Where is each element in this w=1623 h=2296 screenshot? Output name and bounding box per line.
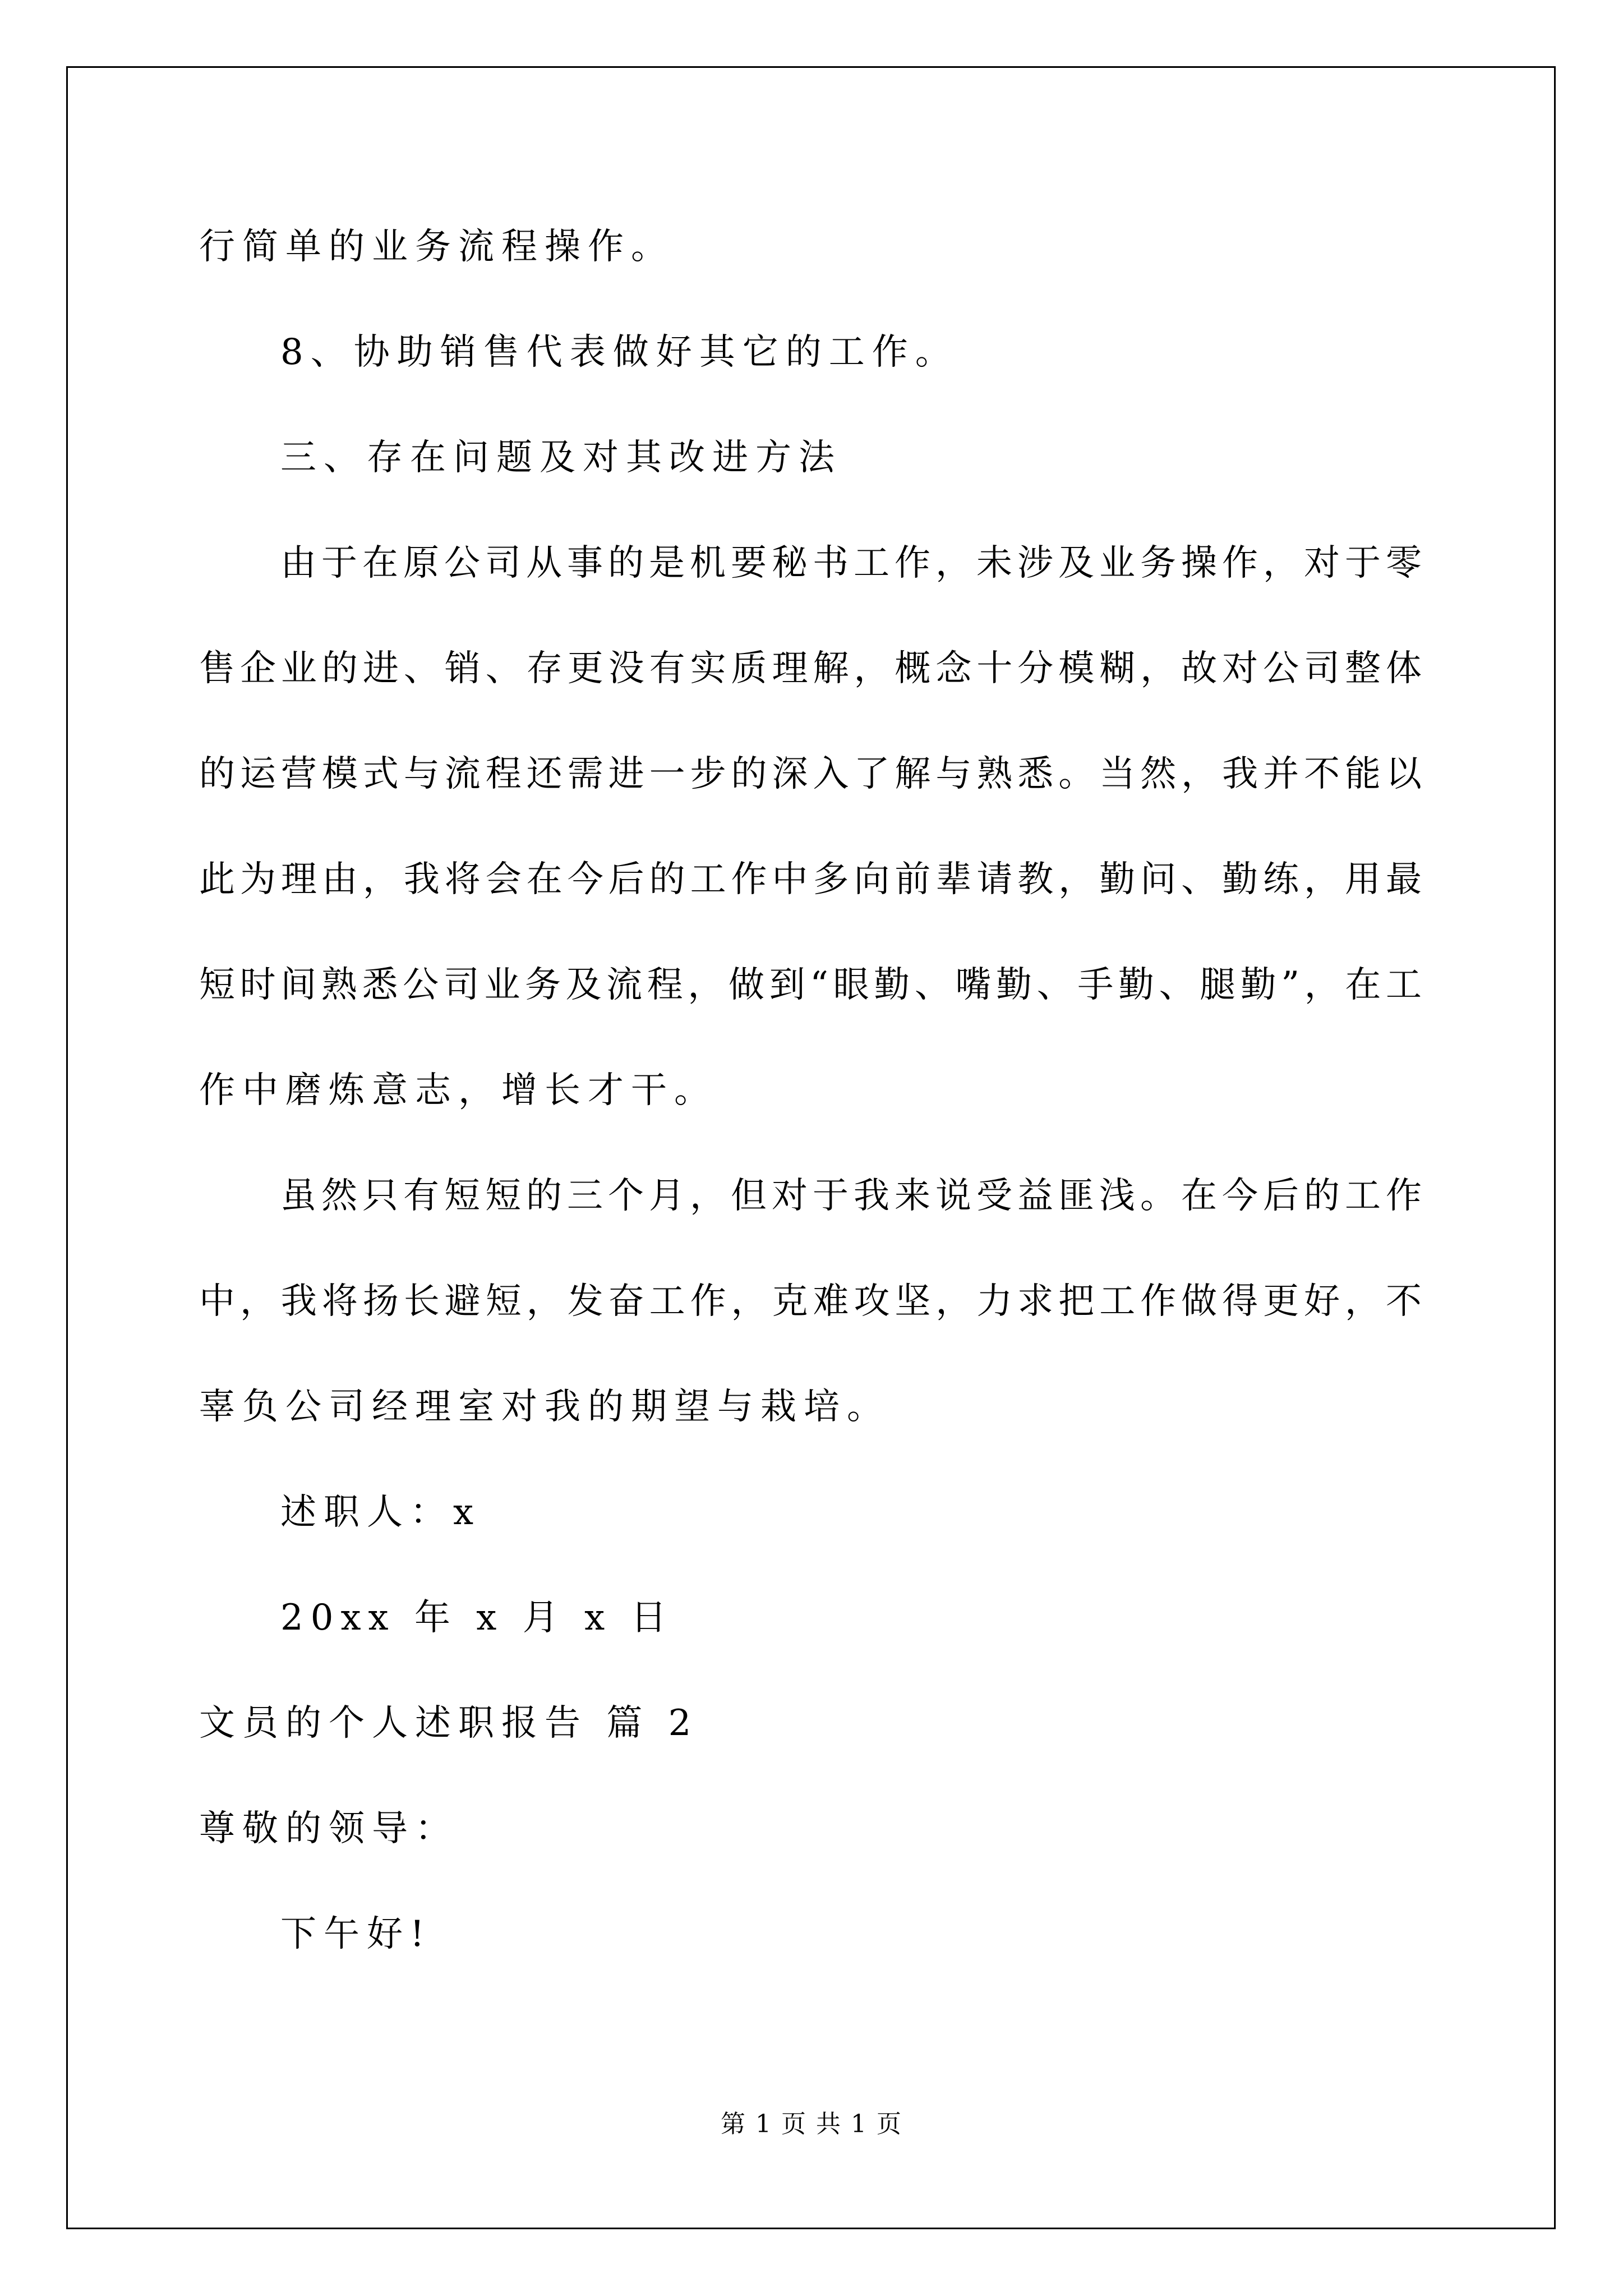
signatory-line: 述职人：x [280, 1492, 481, 1533]
greeting-line: 下午好! [280, 1913, 432, 1955]
text-line-2: 8、协助销售代表做好其它的工作。 [280, 332, 958, 373]
paragraph-line: 售企业的进、销、存更没有实质理解，概念十分模糊，故对公司整体 [199, 648, 1422, 689]
date-line: 20xx 年 x 月 x 日 [280, 1597, 674, 1639]
paragraph-line: 辜负公司经理室对我的期望与栽培。 [199, 1386, 890, 1428]
paragraph-line: 的运营模式与流程还需进一步的深入了解与熟悉。当然，我并不能以 [199, 753, 1422, 795]
text-line-1: 行简单的业务流程操作。 [199, 226, 674, 268]
salutation-line: 尊敬的领导： [199, 1808, 458, 1849]
paragraph-line: 此为理由，我将会在今后的工作中多向前辈请教，勤问、勤练，用最 [199, 859, 1422, 900]
paragraph-line: 虽然只有短短的三个月，但对于我来说受益匪浅。在今后的工作 [280, 1175, 1422, 1217]
page-footer: 第 1 页 共 1 页 [721, 2110, 902, 2138]
paragraph-line: 作中磨炼意志，增长才干。 [199, 1070, 717, 1111]
paragraph-line: 中，我将扬长避短，发奋工作，克难攻坚，力求把工作做得更好，不 [199, 1281, 1422, 1322]
paragraph-line: 由于在原公司从事的是机要秘书工作，未涉及业务操作，对于零 [280, 542, 1422, 584]
section-heading-3: 三、存在问题及对其改进方法 [280, 437, 842, 478]
document-title: 文员的个人述职报告 篇 2 [199, 1703, 699, 1744]
paragraph-line: 短时间熟悉公司业务及流程，做到“眼勤、嘴勤、手勤、腿勤”，在工 [199, 964, 1422, 1006]
